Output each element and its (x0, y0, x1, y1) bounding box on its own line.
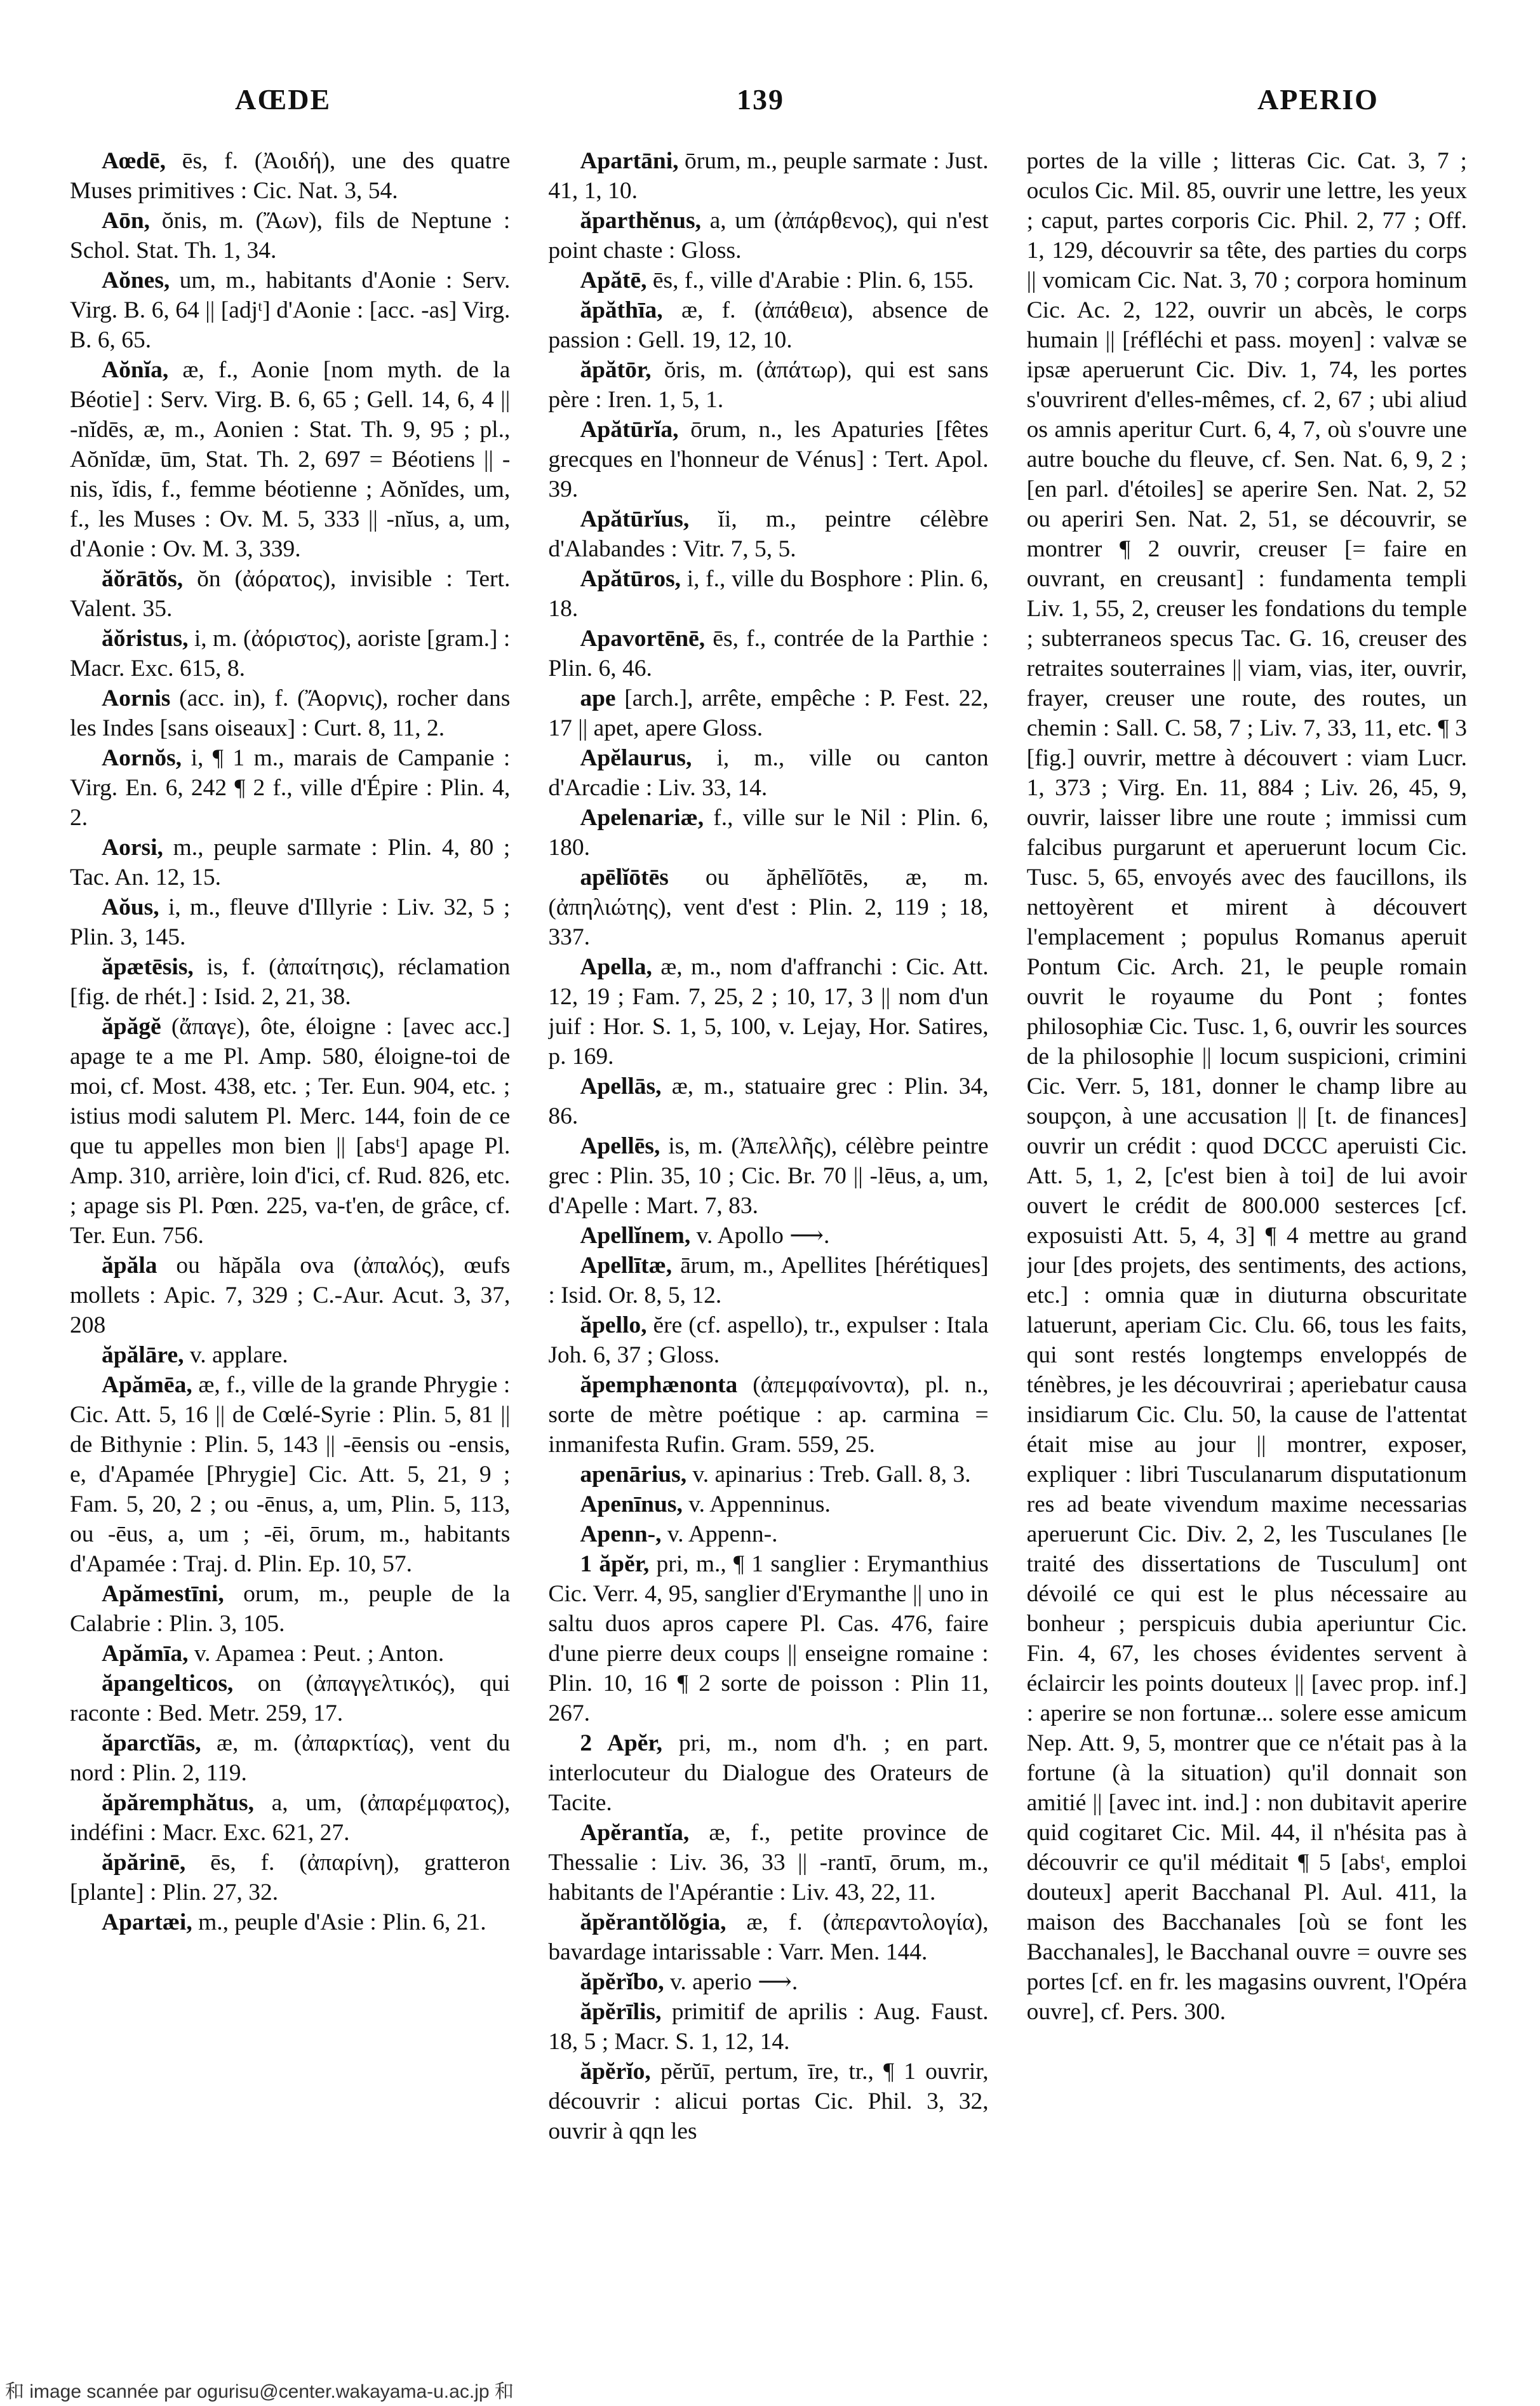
dictionary-entry (548, 1997, 988, 2057)
dictionary-entry (70, 1012, 510, 1251)
dictionary-entry (70, 564, 510, 624)
entry-lemma: Aornis (102, 685, 171, 711)
dictionary-entry (548, 952, 988, 1072)
entry-lemma: Apellĭnem, (580, 1223, 691, 1249)
dictionary-entry (548, 295, 988, 355)
entry-definition: i, f., ville du Bosphore : Plin. 6, 18. (548, 566, 989, 622)
entry-lemma: ăpĕrĭbo, (580, 1969, 664, 1995)
entry-lemma: Aŏnĭa, (102, 357, 169, 383)
dictionary-entry (548, 1370, 988, 1460)
dictionary-entry (70, 1639, 510, 1669)
entry-definition: primitif de aprilis : Aug. Faust. 18, 5 ; Macr. S. 1, 12, 14. (548, 1999, 989, 2055)
entry-definition: m., peuple sarmate : Plin. 4, 80 ; Tac. An. 12, 15. (70, 835, 511, 890)
entry-lemma: ăpĕrīlis, (580, 1999, 662, 2025)
dictionary-entry (70, 1848, 510, 1907)
entry-lemma: Apenīnus, (580, 1491, 683, 1517)
dictionary-entry (548, 1251, 988, 1310)
entry-definition: (ἄπαγε), ôte, éloigne : [avec acc.] apage te a me Pl. Amp. 580, éloigne-toi de moi, cf. Most. 438, etc. ; Ter. Eun. 904, etc. ; istius modi salutem Pl. Merc. 144, foin de ce que tu appelles mon bien || [absᵗ] apage Pl. Amp. 310, arrière, loin d'ici, cf. Rud. 826, etc. ; apage sis Pl. Pœn. 225, va-t'en, de grâce, cf. Ter. Eun. 756. (70, 1014, 511, 1249)
entry-lemma: Apenn-, (580, 1521, 662, 1547)
entry-lemma: Apavortēnē, (580, 626, 706, 652)
header-left-guide-word: AŒDE (235, 83, 331, 116)
dictionary-entry (548, 564, 988, 624)
dictionary-entry (548, 206, 988, 265)
dictionary-entry (70, 1788, 510, 1848)
dictionary-entry (70, 1340, 510, 1370)
entry-definition: m., peuple d'Asie : Plin. 6, 21. (198, 1909, 486, 1935)
dictionary-entry (548, 2057, 988, 2146)
entry-definition: portes de la ville ; litteras Cic. Cat. 3, 7 ; oculos Cic. Mil. 85, ouvrir une lettre, les yeux ; caput, partes corporis Cic. Phil. 2, 77 ; Off. 1, 129, découvrir sa tête, des parties du corps || vomicam Cic. Nat. 3, 70 ; corpora hominum Cic. Ac. 2, 122, ouvrir un abcès, le corps humain || [réfléchi et pass. moyen] : valvæ se ipsæ aperuerunt Cic. Div. 1, 74, les portes s'ouvrirent d'elles-mêmes, cf. 2, 67 ; ubi aliud os amnis aperitur Curt. 6, 4, 7, où s'ouvre une autre bouche du fleuve, cf. Sen. Nat. 6, 9, 2 ; [en parl. d'étoiles] se aperire Sen. Nat. 2, 52 ou aperiri Sen. Nat. 2, 51, se découvrir, se montrer ¶ 2 ouvrir, creuser [= faire en ouvrant, en creusant] : fundamenta templi Liv. 1, 55, 2, creuser les fondations du temple ; subterraneos specus Tac. G. 16, creuser des retraites souterraines || viam, vias, iter, ouvrir, frayer, creuser une route, des routes, un chemin : Sall. C. 58, 7 ; Liv. 7, 33, 11, etc. ¶ 3 [fig.] ouvrir, mettre à découvert : viam Lucr. 1, 373 ; Virg. En. 11, 884 ; Liv. 26, 45, 9, ouvrir, laisser libre une route ; immissi cum falcibus purgarunt et aperuerunt locum Cic. Tusc. 5, 65, envoyés avec des faucillons, ils nettoyèrent et mirent à découvert l'emplacement ; populus Romanus aperuit Pontum Cic. Arch. 21, le peuple romain ouvrit le royaume du Pont ; fontes philosophiæ Cic. Tusc. 1, 6, ouvrir les sources de la philosophie || locum suspicioni, crimini Cic. Verr. 5, 181, donner le champ libre au soupçon, à une accusation || [t. de finances] ouvrir un crédit : quod DCCC aperuisti Cic. Att. 5, 1, 2, [c'est bien à toi] de lui avoir ouvert le crédit de 800.000 sesterces [cf. exposuisti Att. 5, 4, 3] ¶ 4 mettre au grand jour [des projets, des sentiments, des actions, etc.] : omnia quæ in diuturna obscuritate latuerunt, aperiam Cic. Clu. 66, tous les faits, qui sont restés longtemps enveloppés de ténèbres, je les découvrirai ; aperiebatur causa insidiarum Cic. Clu. 50, la cause de l'attentat était mise au jour || montrer, exposer, expliquer : libri Tusculanarum disputationum res ad beate vivendum maxime necessarias aperuerunt Cic. Div. 2, 2, les Tusculanes [le traité des dissertations de Tusculum] ont dévoilé ce qui est le plus nécessaire au bonheur ; perspicuis dubia aperiuntur Cic. Fin. 4, 67, les choses évidentes servent à éclaircir les points douteux || [avec prop. inf.] : aperire se non fortunæ... solere esse amicum Nep. Att. 9, 5, montrer que ce n'était pas à la fortune (à la situation) qu'il donnait son amitié || [avec int. ind.] : non dubitavit aperire quid cogitaret Cic. Mil. 44, il n'hésita pas à découvrir ce qu'il méditait ¶ 5 [absᵗ, emploi douteux] aperit Bacchanal Pl. Aul. 411, la maison des Bacchanales [où se font les Bacchanales], le Bacchanal ouvre = ouvre ses portes [cf. en fr. les magasins ouvrent, l'Opéra ouvre], cf. Pers. 300. (1026, 148, 1467, 2025)
dictionary-entry (548, 1967, 988, 1997)
entry-lemma: Aornŏs, (102, 745, 182, 771)
entry-lemma: ăŏrātŏs, (102, 566, 184, 592)
entry-lemma: Aŏus, (102, 894, 159, 920)
entry-definition: pĕrŭī, pertum, īre, tr., ¶ 1 ouvrir, découvrir : alicui portas Cic. Phil. 3, 32, ouvrir à qqn les (548, 2059, 989, 2144)
entry-lemma: Apămestīni, (102, 1581, 224, 1607)
entry-lemma: 1 ăpĕr, (580, 1551, 650, 1577)
entry-lemma: ăpætēsis, (102, 954, 194, 980)
dictionary-entry (548, 1310, 988, 1370)
entry-lemma: Apella, (580, 954, 652, 980)
entry-lemma: ăpăthīa, (580, 297, 663, 323)
dictionary-entry (548, 1131, 988, 1221)
entry-lemma: ăpăla (102, 1253, 157, 1279)
dictionary-entry (70, 1251, 510, 1340)
entry-lemma: Aœdē, (102, 148, 166, 174)
entry-lemma: ăpĕrĭo, (580, 2059, 651, 2085)
entry-definition: ŏn (ἀόρατος), invisible : Tert. Valent. 35. (70, 566, 511, 622)
entry-definition: v. Apamea : Peut. ; Anton. (194, 1641, 445, 1667)
entry-definition: is, m. (Ἀπελλῆς), célèbre peintre grec : Plin. 35, 10 ; Cic. Br. 70 || -lēus, a, um, d'Apelle : Mart. 7, 83. (548, 1133, 989, 1219)
dictionary-entry (548, 624, 988, 683)
dictionary-entry (548, 146, 988, 206)
dictionary-entry (70, 355, 510, 564)
entry-lemma: ăpangelticos, (102, 1670, 234, 1697)
dictionary-entry (70, 624, 510, 683)
entry-lemma: ăŏristus, (102, 626, 189, 652)
entry-definition: (ἀπεμφαίνοντα), pl. n., sorte de mètre poétique : ap. carmina = inmanifesta Rufin. Gram. 559, 25. (548, 1372, 989, 1458)
dictionary-entry (548, 1221, 988, 1251)
entry-lemma: ăpălāre, (102, 1342, 184, 1368)
entry-lemma: Apartāni, (580, 148, 679, 174)
dictionary-entry (70, 892, 510, 952)
entry-definition: ōrum, n., les Apaturies [fêtes grecques en l'honneur de Vénus] : Tert. Apol. 39. (548, 417, 989, 502)
entry-definition: æ, m., statuaire grec : Plin. 34, 86. (548, 1073, 989, 1129)
entry-lemma: ăpăremphătus, (102, 1790, 254, 1816)
entry-lemma: apenārius, (580, 1462, 687, 1488)
entry-definition: æ, f., petite province de Thessalie : Liv. 36, 33 || -rantī, ōrum, m., habitants de l'Apérantie : Liv. 43, 22, 11. (548, 1820, 989, 1905)
entry-lemma: Apămīa, (102, 1641, 189, 1667)
entry-definition: pri, m., nom d'h. ; en part. interlocuteur du Dialogue des Orateurs de Tacite. (548, 1730, 989, 1816)
column-1 (70, 146, 510, 2325)
entry-lemma: Aorsi, (102, 835, 163, 861)
entry-definition: ēs, f., ville d'Arabie : Plin. 6, 155. (652, 267, 974, 293)
dictionary-entry (548, 1728, 988, 1818)
dictionary-entry (548, 1072, 988, 1131)
dictionary-entry (70, 265, 510, 355)
dictionary-entry (70, 952, 510, 1012)
dictionary-entry (70, 683, 510, 743)
entry-definition: v. Apollo ⟶. (696, 1223, 830, 1249)
dictionary-entry (548, 1907, 988, 1967)
entry-lemma: ăpărinē, (102, 1850, 186, 1876)
entry-definition: ēs, f. (ἀπαρίνη), gratteron [plante] : Plin. 27, 32. (70, 1850, 511, 1905)
dictionary-entry (548, 355, 988, 415)
dictionary-entry (70, 146, 510, 206)
dictionary-entry (548, 1519, 988, 1549)
entry-definition: i, m., ville ou canton d'Arcadie : Liv. 33, 14. (548, 745, 989, 801)
header-right-guide-word: APERIO (1257, 83, 1379, 116)
entry-definition: a, um (ἀπάρθενος), qui n'est point chaste : Gloss. (548, 208, 989, 264)
dictionary-entry (548, 415, 988, 504)
dictionary-entry (1027, 146, 1467, 2027)
entry-definition: æ, f. (ἀπεραντολογία), bavardage intarissable : Varr. Men. 144. (548, 1909, 989, 1965)
dictionary-entry (548, 265, 988, 295)
entry-definition: [arch.], arrête, empêche : P. Fest. 22, 17 || apet, apere Gloss. (548, 685, 989, 741)
entry-definition: pri, m., ¶ 1 sanglier : Erymanthius Cic. Verr. 4, 95, sanglier d'Erymanthe || uno in saltu duos apros capere Pl. Cas. 476, faire d'une pierre deux coups || enseigne romaine : Plin. 10, 16 ¶ 2 sorte de poisson : Plin 11, 267. (548, 1551, 989, 1726)
dictionary-entry (548, 1549, 988, 1728)
entry-lemma: ăparthĕnus, (580, 208, 701, 234)
entry-definition: ou ăphēlĭōtēs, æ, m. (ἀπηλιώτης), vent d'est : Plin. 2, 119 ; 18, 337. (548, 864, 989, 950)
entry-definition: v. aperio ⟶. (670, 1969, 798, 1995)
dictionary-entry (548, 683, 988, 743)
entry-definition: æ, m. (ἀπαρκτίας), vent du nord : Plin. 2, 119. (70, 1730, 511, 1786)
entry-definition: æ, f., ville de la grande Phrygie : Cic. Att. 5, 16 || de Cœlé-Syrie : Plin. 5, 81 || de Bithynie : Plin. 5, 143 || -ēensis ou -ensis, e, d'Apamée [Phrygie] Cic. Att. 5, 21, 9 ; Fam. 5, 20, 2 ; ou -ēnus, a, um, Plin. 5, 113, ou -ēus, a, um ; -ēi, ōrum, m., habitants d'Apamée : Traj. d. Plin. Ep. 10, 57. (70, 1372, 511, 1577)
column-3 (1027, 146, 1467, 2325)
entry-definition: æ, f. (ἀπάθεια), absence de passion : Gell. 19, 12, 10. (548, 297, 989, 353)
entry-definition: orum, m., peuple de la Calabrie : Plin. 3, 105. (70, 1581, 511, 1637)
dictionary-entry (548, 1489, 988, 1519)
entry-definition: on (ἀπαγγελτικός), qui raconte : Bed. Metr. 259, 17. (70, 1670, 511, 1726)
entry-definition: f., ville sur le Nil : Plin. 6, 180. (548, 805, 989, 861)
entry-lemma: apēlĭōtēs (580, 864, 669, 890)
entry-lemma: Apartæi, (102, 1909, 192, 1935)
dictionary-entry (70, 206, 510, 265)
entry-definition: v. Appenn-. (667, 1521, 778, 1547)
entry-lemma: ape (580, 685, 616, 711)
entry-definition: i, m. (ἀόριστος), aoriste [gram.] : Macr. Exc. 615, 8. (70, 626, 511, 682)
entry-lemma: Apellās, (580, 1073, 662, 1099)
page-header (70, 83, 1467, 121)
entry-lemma: Apelenariæ, (580, 805, 704, 831)
dictionary-entry (548, 803, 988, 863)
dictionary-entry (70, 743, 510, 833)
entry-definition: æ, f., Aonie [nom myth. de la Béotie] : Serv. Virg. B. 6, 65 ; Gell. 14, 6, 4 || -nĭdēs, æ, m., Aonien : Stat. Th. 9, 95 ; pl., Aŏnĭdæ, ūm, Stat. Th. 2, 697 = Béotiens || -nis, ĭdis, f., femme béotienne ; Aŏnĭdes, um, f., les Muses : Ov. M. 5, 333 || -nĭus, a, um, d'Aonie : Ov. M. 3, 339. (70, 357, 511, 562)
column-2 (548, 146, 988, 2325)
entry-lemma: 2 Apĕr, (580, 1730, 663, 1756)
entry-definition: is, f. (ἀπαίτησις), réclamation [fig. de rhét.] : Isid. 2, 21, 38. (70, 954, 511, 1010)
entry-definition: v. apinarius : Treb. Gall. 8, 3. (692, 1462, 971, 1488)
dictionary-entry (70, 1579, 510, 1639)
entry-lemma: ăpăgĕ (102, 1014, 161, 1040)
dictionary-columns (70, 146, 1467, 2325)
entry-definition: ĭi, m., peintre célèbre d'Alabandes : Vitr. 7, 5, 5. (548, 506, 989, 562)
entry-definition: ēs, f., contrée de la Parthie : Plin. 6, 46. (548, 626, 989, 682)
entry-lemma: Apĕrantĭa, (580, 1820, 690, 1846)
dictionary-entry (70, 1370, 510, 1579)
entry-lemma: ăpătōr, (580, 357, 652, 383)
entry-definition: i, ¶ 1 m., marais de Campanie : Virg. En. 6, 242 ¶ 2 f., ville d'Épire : Plin. 4, 2. (70, 745, 511, 831)
entry-definition: ĕre (cf. aspello), tr., expulser : Itala Joh. 6, 37 ; Gloss. (548, 1312, 989, 1368)
entry-definition: i, m., fleuve d'Illyrie : Liv. 32, 5 ; Plin. 3, 145. (70, 894, 511, 950)
entry-definition: æ, m., nom d'affranchi : Cic. Att. 12, 19 ; Fam. 7, 25, 2 ; 10, 17, 3 || nom d'un juif : Hor. S. 1, 5, 100, v. Lejay, Hor. Satires, p. 169. (548, 954, 989, 1070)
entry-lemma: ăpemphænonta (580, 1372, 738, 1398)
entry-lemma: Apĕlaurus, (580, 745, 692, 771)
dictionary-entry (548, 863, 988, 952)
entry-lemma: Apătē, (580, 267, 647, 293)
dictionary-entry (548, 1818, 988, 1907)
entry-lemma: ăpello, (580, 1312, 647, 1338)
dictionary-entry (548, 743, 988, 803)
entry-lemma: Aōn, (102, 208, 151, 234)
entry-lemma: Apămēa, (102, 1372, 192, 1398)
entry-definition: ŏris, m. (ἀπάτωρ), qui est sans père : Iren. 1, 5, 1. (548, 357, 989, 413)
entry-lemma: Apellēs, (580, 1133, 660, 1159)
page-number: 139 (737, 83, 784, 116)
entry-lemma: Aŏnes, (102, 267, 170, 293)
entry-lemma: Apellītæ, (580, 1253, 673, 1279)
entry-definition: um, m., habitants d'Aonie : Serv. Virg. B. 6, 64 || [adjᵗ] d'Aonie : [acc. -as] Virg. B. 6, 65. (70, 267, 511, 353)
entry-definition: a, um, (ἀπαρέμφατος), indéfini : Macr. Exc. 621, 27. (70, 1790, 511, 1846)
entry-lemma: ăparctĭās, (102, 1730, 201, 1756)
entry-lemma: Apătūros, (580, 566, 681, 592)
entry-definition: (acc. in), f. (Ἄορνις), rocher dans les Indes [sans oiseaux] : Curt. 8, 11, 2. (70, 685, 511, 741)
scan-credit: 和 image scannée par ogurisu@center.wakayama-u.ac.jp 和 (5, 2381, 514, 2402)
dictionary-entry (70, 833, 510, 892)
entry-definition: ou hăpăla ova (ἀπαλός), œufs mollets : Apic. 7, 329 ; C.-Aur. Acut. 3, 37, 208 (70, 1253, 511, 1338)
entry-definition: ōrum, m., peuple sarmate : Just. 41, 1, 10. (548, 148, 989, 204)
dictionary-entry (548, 504, 988, 564)
entry-lemma: Apătūrĭa, (580, 417, 679, 443)
entry-definition: v. Appenninus. (688, 1491, 831, 1517)
entry-lemma: Apătūrĭus, (580, 506, 690, 532)
dictionary-entry (548, 1460, 988, 1489)
entry-lemma: ăpĕrantŏlŏgia, (580, 1909, 726, 1935)
entry-definition: ēs, f. (Ἀοιδή), une des quatre Muses primitives : Cic. Nat. 3, 54. (70, 148, 511, 204)
entry-definition: ŏnis, m. (Ἄων), fils de Neptune : Schol. Stat. Th. 1, 34. (70, 208, 511, 264)
dictionary-entry (70, 1669, 510, 1728)
entry-definition: v. applare. (189, 1342, 288, 1368)
dictionary-entry (70, 1728, 510, 1788)
dictionary-entry (70, 1907, 510, 1937)
entry-definition: ārum, m., Apellites [hérétiques] : Isid. Or. 8, 5, 12. (548, 1253, 989, 1308)
